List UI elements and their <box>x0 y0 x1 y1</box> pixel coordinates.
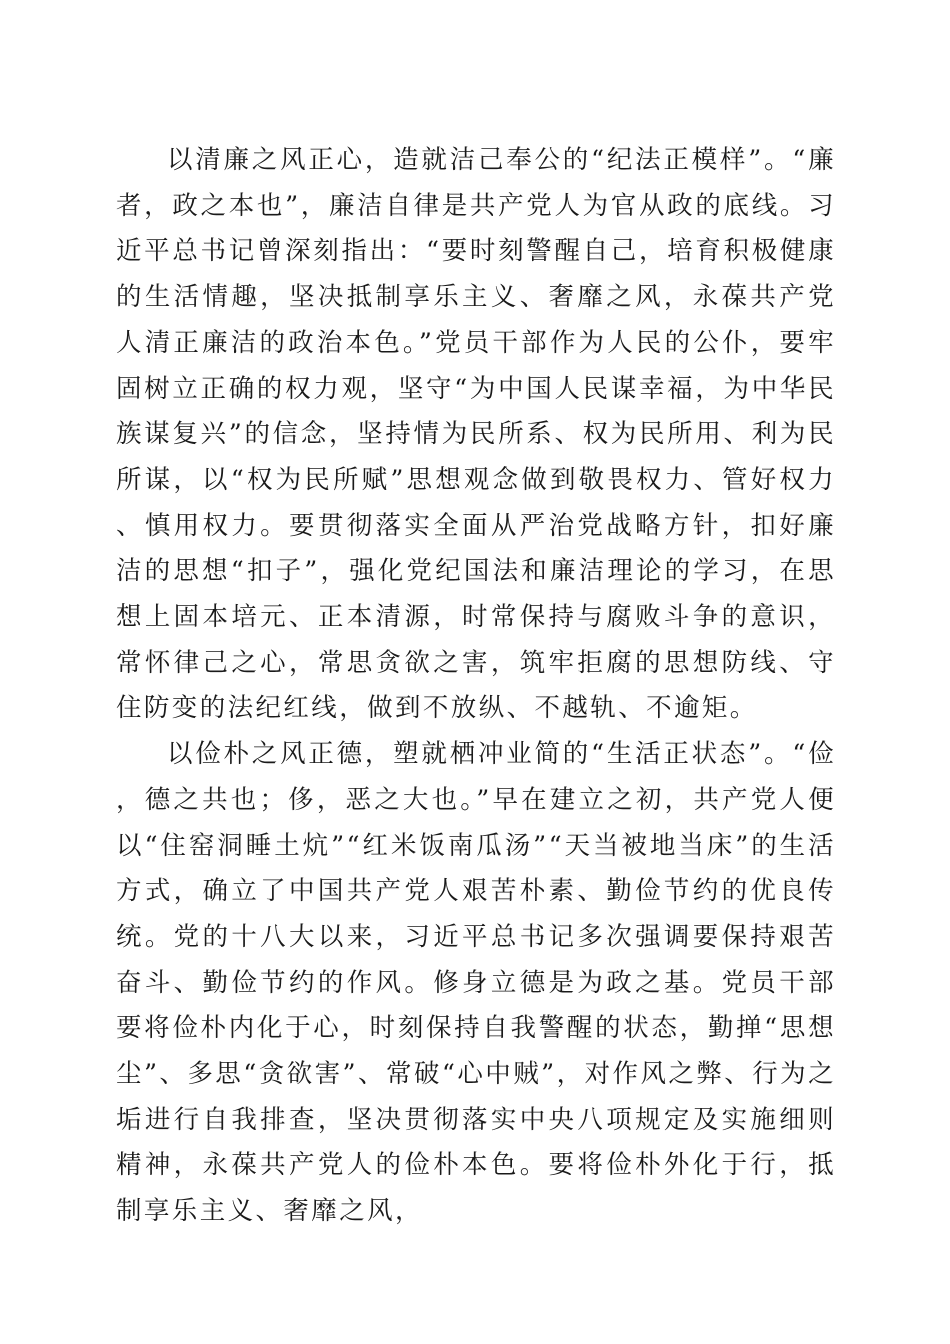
paragraph-integrity: 以清廉之风正心，造就洁己奉公的“纪法正模样”。“廉者，政之本也”，廉洁自律是共产党人为官从政的底线。习近平总书记曾深刻指出：“要时刻警醒自己，培育积极健康的生活情趣，坚决抵制享乐主义、奢靡之风，永葆共产党人清正廉洁的政治本色。”党员干部作为人民的公仆，要牢固树立正确的权力观，坚守“为中国人民谋幸福，为中华民族谋复兴”的信念，坚持情为民所系、权为民所用、利为民所谋，以“权为民所赋”思想观念做到敬畏权力、管好权力、慎用权力。要贯彻落实全面从严治党战略方针，扣好廉洁的思想“扣子”，强化党纪国法和廉洁理论的学习，在思想上固本培元、正本清源，时常保持与腐败斗争的意识，常怀律己之心，常思贪欲之害，筑牢拒腐的思想防线、守住防变的法纪红线，做到不放纵、不越轨、不逾矩。 <box>116 145 836 724</box>
paragraph-frugality: 以俭朴之风正德，塑就栖冲业简的“生活正状态”。“俭，德之共也；侈，恶之大也。”早在建立之初，共产党人便以“住窑洞睡土炕”“红米饭南瓜汤”“天当被地当床”的生活方式，确立了中国共产党人艰苦朴素、勤俭节约的优良传统。党的十八大以来，习近平总书记多次强调要保持艰苦奋斗、勤俭节约的作风。修身立德是为政之基。党员干部要将俭朴内化于心，时刻保持自我警醒的状态，勤掸“思想尘”、多思“贪欲害”、常破“心中贼”，对作风之弊、行为之垢进行自我排查，坚决贯彻落实中央八项规定及实施细则精神，永葆共产党人的俭朴本色。要将俭朴外化于行，抵制享乐主义、奢靡之风， <box>116 739 836 1227</box>
document-body <box>116 138 836 1235</box>
